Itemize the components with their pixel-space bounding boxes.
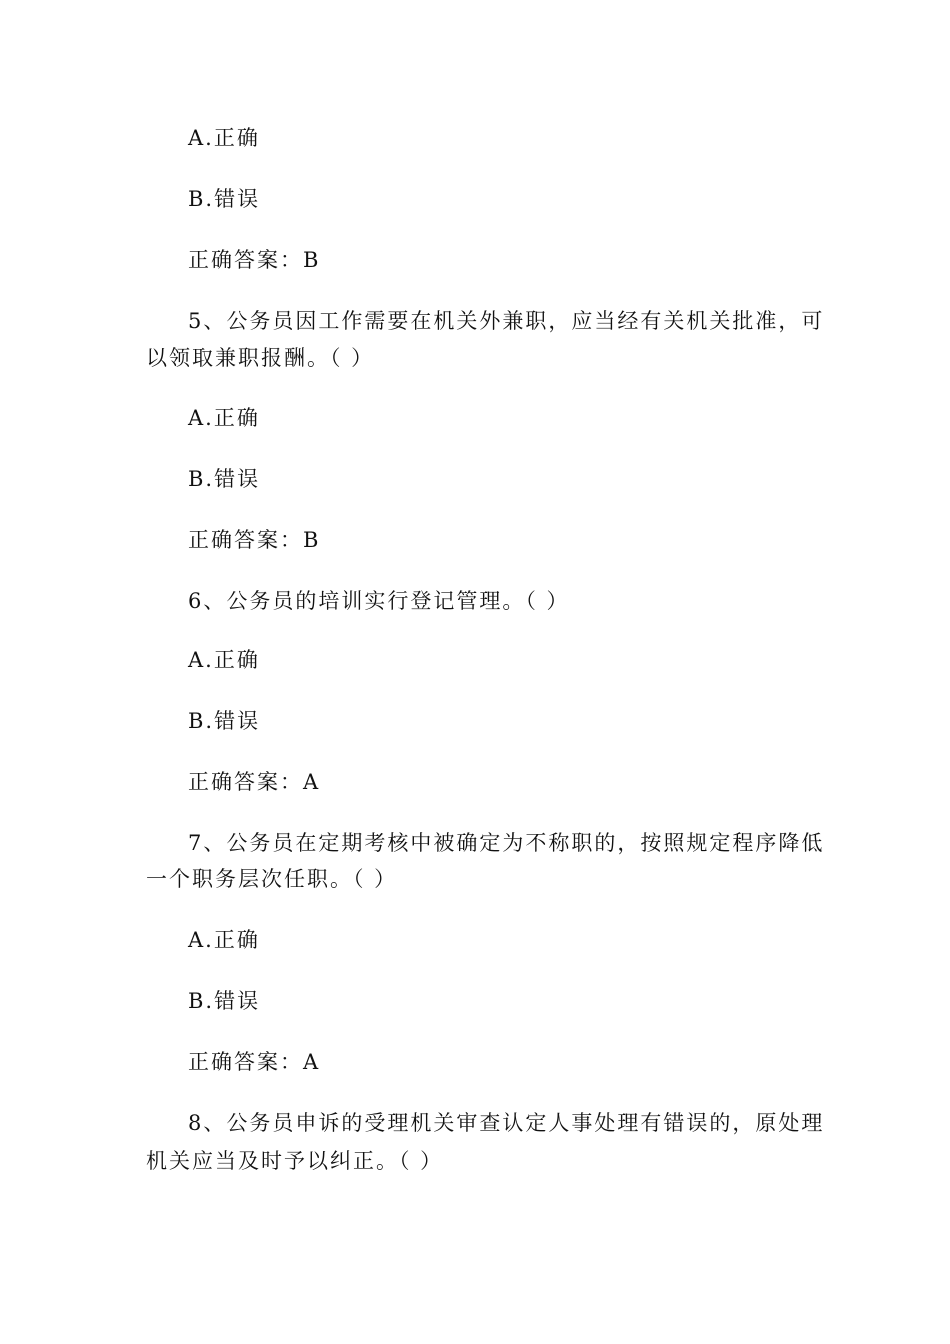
option-b: B.错误 bbox=[188, 709, 261, 733]
option-b: B.错误 bbox=[188, 187, 261, 211]
question-6-line-1: 6、公务员的培训实行登记管理。（ ） bbox=[188, 589, 570, 613]
question-7-line-1: 7、公务员在定期考核中被确定为不称职的，按照规定程序降低 bbox=[188, 831, 825, 855]
question-5-line-2: 以领取兼职报酬。（ ） bbox=[146, 346, 375, 370]
option-a: A.正确 bbox=[188, 126, 260, 150]
question-7-line-2: 一个职务层次任职。（ ） bbox=[146, 867, 398, 891]
option-b: B.错误 bbox=[188, 989, 261, 1013]
option-a: A.正确 bbox=[188, 928, 260, 952]
correct-answer: 正确答案：A bbox=[188, 1050, 321, 1074]
correct-answer: 正确答案：B bbox=[188, 528, 321, 552]
correct-answer: 正确答案：A bbox=[188, 770, 321, 794]
option-b: B.错误 bbox=[188, 467, 261, 491]
correct-answer: 正确答案：B bbox=[188, 248, 321, 272]
option-a: A.正确 bbox=[188, 648, 260, 672]
question-5-line-1: 5、公务员因工作需要在机关外兼职，应当经有关机关批准，可 bbox=[188, 309, 825, 333]
question-8-line-1: 8、公务员申诉的受理机关审查认定人事处理有错误的，原处理 bbox=[188, 1111, 825, 1135]
question-8-line-2: 机关应当及时予以纠正。（ ） bbox=[146, 1149, 444, 1173]
option-a: A.正确 bbox=[188, 406, 260, 430]
